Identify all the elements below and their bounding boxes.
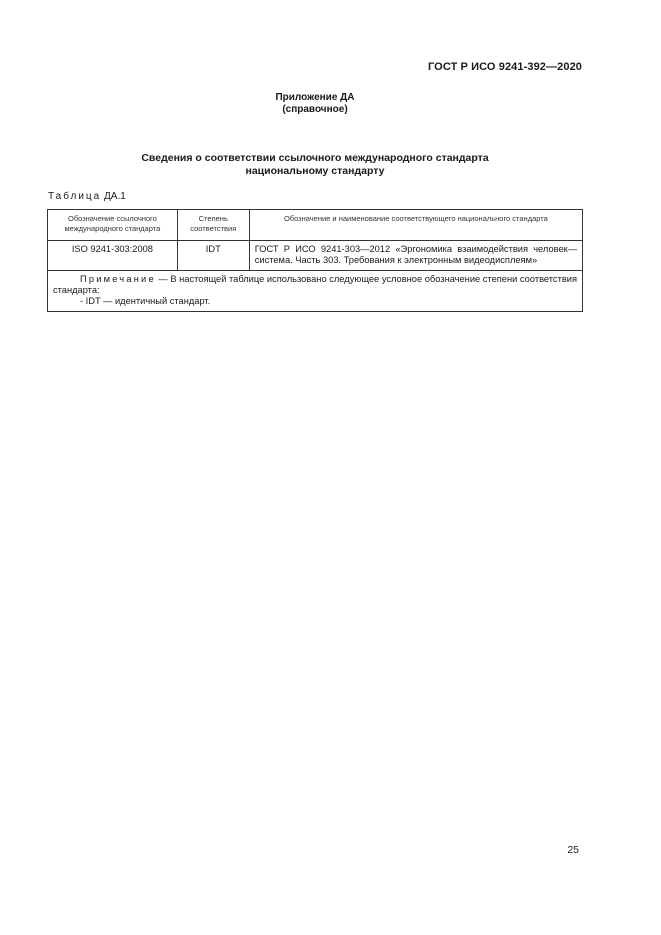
table-header-row	[48, 210, 583, 241]
cell-ref-standard: ISO 9241-303:2008	[48, 241, 178, 271]
note-item: - IDT — идентичный стандарт.	[80, 296, 211, 306]
header-ref-standard: Обозначение ссылочного международного стандарта	[48, 210, 178, 241]
compliance-table	[47, 209, 583, 312]
appendix-title: Приложение ДА	[275, 92, 355, 103]
table-note-row	[48, 271, 583, 312]
table-caption-number: ДА.1	[101, 191, 126, 202]
appendix-subtitle: (справочное)	[282, 104, 348, 115]
appendix-heading	[0, 92, 630, 116]
section-title-line-1: Сведения о соответствии ссылочного международного стандарта	[141, 152, 489, 164]
table-caption	[48, 191, 126, 202]
table-caption-label: Таблица	[48, 191, 102, 202]
section-heading	[0, 152, 630, 178]
table-note	[48, 271, 583, 312]
page-number: 25	[567, 844, 579, 856]
note-text: — В настоящей таблице использовано следующее условное обозначение степени соответствия стандарта:	[53, 274, 577, 295]
document-code: ГОСТ Р ИСО 9241-392—2020	[427, 61, 582, 73]
cell-degree: IDT	[177, 241, 249, 271]
section-title-line-2: национальному стандарту	[245, 165, 385, 177]
header-national-standard: Обозначение и наименование соответствующего национального стандарта	[249, 210, 582, 241]
header-degree: Степень соответствия	[177, 210, 249, 241]
table-row	[48, 241, 583, 271]
note-label: Примечание	[80, 274, 156, 284]
cell-national-standard: ГОСТ Р ИСО 9241-303—2012 «Эргономика взаимодействия человек—система. Часть 303. Требования к электронным видеодисплеям»	[249, 241, 582, 271]
